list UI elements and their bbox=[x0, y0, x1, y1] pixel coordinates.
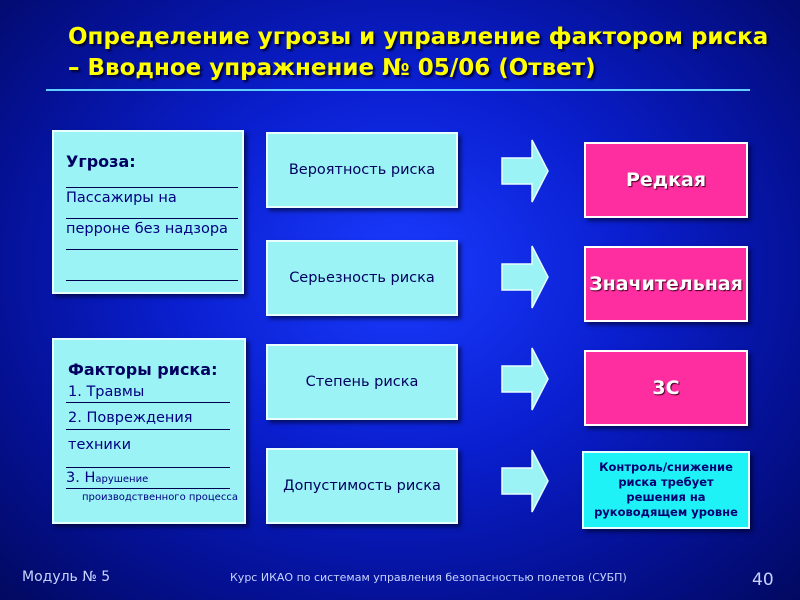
result-severity: Значительная bbox=[584, 246, 748, 322]
page-number: 40 bbox=[752, 570, 774, 590]
slide-title-line-1: Определение угрозы и управление фактором риска bbox=[68, 24, 769, 50]
result-tolerability bbox=[582, 451, 750, 529]
threat-line-2: перроне без надзора bbox=[66, 221, 228, 237]
factors-rule-3 bbox=[66, 467, 230, 468]
arrow-right-icon bbox=[500, 346, 550, 412]
footer-module: Модуль № 5 bbox=[22, 569, 111, 585]
arrow-right-icon bbox=[500, 448, 550, 514]
tolerability-line-2: риска требует bbox=[618, 475, 714, 489]
threat-rule-2 bbox=[66, 218, 238, 219]
slide-title-line-2: – Вводное упражнение № 05/06 (Ответ) bbox=[68, 55, 596, 81]
arrow-right-icon bbox=[500, 244, 550, 310]
risk-factor-3-cont: производственного процесса bbox=[82, 492, 238, 503]
threat-line-1: Пассажиры на bbox=[66, 190, 177, 206]
tolerability-line-1: Контроль/снижение bbox=[599, 460, 733, 474]
result-index: 3С bbox=[584, 350, 748, 426]
criterion-tolerability: Допустимость риска bbox=[266, 448, 458, 524]
risk-factors-panel bbox=[52, 338, 246, 524]
criterion-severity: Серьезность риска bbox=[266, 240, 458, 316]
risk-factor-3-number: 3. Н bbox=[66, 470, 96, 486]
risk-factor-3 bbox=[66, 470, 148, 486]
risk-factor-3-text: арушение bbox=[95, 474, 149, 485]
threat-panel bbox=[52, 130, 244, 294]
threat-heading: Угроза: bbox=[66, 152, 136, 171]
result-probability: Редкая bbox=[584, 142, 748, 218]
threat-rule-3 bbox=[66, 249, 238, 250]
criterion-index: Степень риска bbox=[266, 344, 458, 420]
factors-rule-1 bbox=[66, 402, 230, 403]
footer-course: Курс ИКАО по системам управления безопасностью полетов (СУБП) bbox=[230, 571, 627, 584]
threat-rule-4 bbox=[66, 280, 238, 281]
risk-factors-heading: Факторы риска: bbox=[68, 360, 218, 379]
tolerability-line-3: решения на bbox=[626, 490, 706, 504]
threat-rule-1 bbox=[66, 187, 238, 188]
risk-factor-2-cont: техники bbox=[68, 437, 132, 453]
factors-rule-2 bbox=[66, 429, 230, 430]
factors-rule-4 bbox=[66, 488, 230, 489]
title-divider bbox=[46, 89, 750, 91]
risk-factor-1: 1. Травмы bbox=[68, 384, 145, 400]
risk-factor-2: 2. Повреждения bbox=[68, 410, 193, 426]
slide-title bbox=[68, 22, 768, 84]
criterion-probability: Вероятность риска bbox=[266, 132, 458, 208]
tolerability-line-4: руководящем уровне bbox=[594, 505, 738, 519]
arrow-right-icon bbox=[500, 138, 550, 204]
